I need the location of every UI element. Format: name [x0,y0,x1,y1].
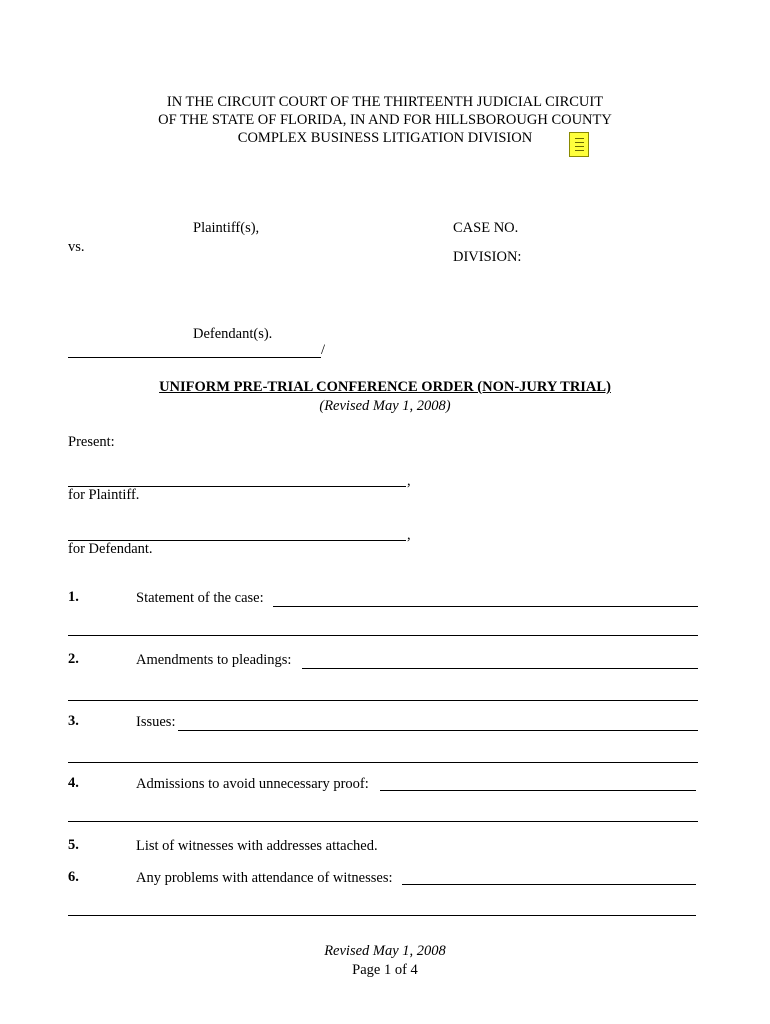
item-statement-of-case-label: Statement of the case: [136,590,264,606]
division-label: DIVISION: [453,249,522,265]
issues-line[interactable] [178,730,698,731]
caption-signature-line [68,357,321,358]
item-amendments-label: Amendments to pleadings: [136,652,292,668]
defendant-counsel-comma: , [407,527,411,543]
admissions-line-2[interactable] [68,821,698,822]
item-number: 2. [68,651,79,667]
item-issues-label: Issues: [136,714,176,730]
statement-of-case-line-2[interactable] [68,635,698,636]
admissions-line[interactable] [380,790,696,791]
document-subtitle: (Revised May 1, 2008) [319,398,451,414]
item-number: 4. [68,775,79,791]
court-header-line-1: IN THE CIRCUIT COURT OF THE THIRTEENTH JUDICIAL CIRCUIT [166,94,604,110]
item-number: 3. [68,713,79,729]
plaintiff-counsel-comma: , [407,473,411,489]
court-header-line-2: OF THE STATE OF FLORIDA, IN AND FOR HILLSBOROUGH COUNTY [158,112,612,128]
item-witness-attendance-label: Any problems with attendance of witnesses: [136,870,393,886]
footer-revised: Revised May 1, 2008 [324,943,446,959]
court-header-line-3: COMPLEX BUSINESS LITIGATION DIVISION [237,130,533,146]
item-number: 5. [68,837,79,853]
caption-slash: / [321,342,326,358]
note-icon[interactable] [569,132,589,157]
witness-attendance-line[interactable] [402,884,696,885]
amendments-line-2[interactable] [68,700,698,701]
issues-line-2[interactable] [68,762,698,763]
item-admissions-label: Admissions to avoid unnecessary proof: [136,776,369,792]
amendments-line[interactable] [302,668,698,669]
footer-page-number: Page 1 of 4 [352,962,418,978]
item-number: 1. [68,589,79,605]
for-plaintiff-label: for Plaintiff. [68,487,140,503]
defendant-label: Defendant(s). [193,326,273,342]
item-witness-list-label: List of witnesses with addresses attached. [136,838,378,854]
plaintiff-label: Plaintiff(s), [193,220,260,236]
item-number: 6. [68,869,79,885]
statement-of-case-line[interactable] [273,606,698,607]
document-title: UNIFORM PRE-TRIAL CONFERENCE ORDER (NON-JURY TRIAL) [159,379,611,395]
case-number-label: CASE NO. [453,220,519,236]
versus-label: vs. [68,239,85,255]
present-label: Present: [68,434,115,450]
for-defendant-label: for Defendant. [68,541,153,557]
witness-attendance-line-2[interactable] [68,915,696,916]
